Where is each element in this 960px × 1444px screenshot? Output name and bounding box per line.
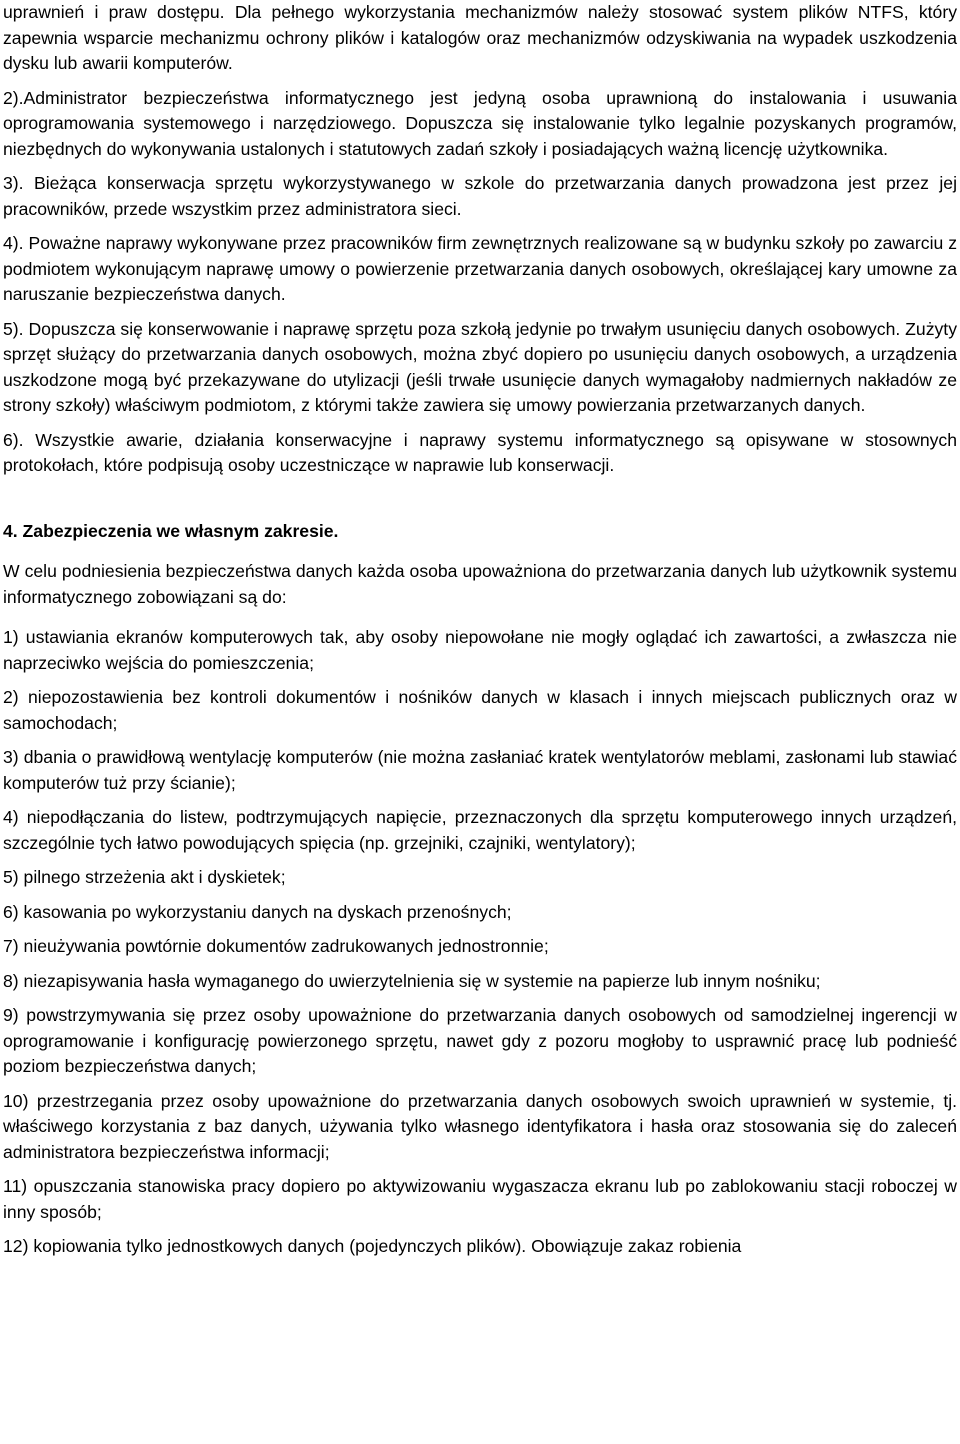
- list-item: 1) ustawiania ekranów komputerowych tak, aby osoby niepowołane nie mogły oglądać ich zawartości, a zwłaszcza nie naprzeciwko wejścia do pomieszczenia;: [3, 627, 957, 673]
- paragraph-2: 2).Administrator bezpieczeństwa informatycznego jest jedyną osoba uprawnioną do instalowania i usuwania oprogramowania systemowego i narzędziowego. Dopuszcza się instalowanie tylko legalnie pozyskanych programów, niezbędnych do wykonywania ustalonych i statutowych zadań szkoły i posiadających ważną licencję użytkownika.: [3, 87, 957, 159]
- paragraph-intro: uprawnień i praw dostępu. Dla pełnego wykorzystania mechanizmów należy stosować system plików NTFS, który zapewnia wsparcie mechanizmu ochrony plików i katalogów oraz mechanizmów odzyskiwania na wypadek uszkodzenia dysku lub awarii komputerów.: [3, 2, 957, 73]
- paragraph-6: 6). Wszystkie awarie, działania konserwacyjne i naprawy systemu informatycznego są opisywane w stosownych protokołach, które podpisują osoby uczestniczące w naprawie lub konserwacji.: [3, 429, 957, 475]
- list-item: 8) niezapisywania hasła wymaganego do uwierzytelnienia się w systemie na papierze lub innym nośniku;: [3, 970, 821, 991]
- list-item: 12) kopiowania tylko jednostkowych danych (pojedynczych plików). Obowiązuje zakaz robienia: [3, 1236, 742, 1256]
- list-item: 4) niepodłączania do listew, podtrzymujących napięcie, przeznaczonych dla sprzętu komputerowego innych urządzeń, szczególnie tych łatwo powodujących spięcia (np. grzejniki, czajniki, wentylatory);: [3, 807, 957, 853]
- paragraph-3: 3). Bieżąca konserwacja sprzętu wykorzystywanego w szkole do przetwarzania danych prowadzona jest przez jej pracowników, przede wszystkim przez administratora sieci.: [3, 173, 957, 219]
- section-heading: 4. Zabezpieczenia we własnym zakresie.: [3, 520, 339, 541]
- list-item: 7) nieużywania powtórnie dokumentów zadrukowanych jednostronnie;: [3, 936, 549, 956]
- paragraph-5: 5). Dopuszcza się konserwowanie i naprawę sprzętu poza szkołą jedynie po trwałym usunięciu danych osobowych. Zużyty sprzęt służący do przetwarzania danych osobowych, można zbyć dopiero po usunięciu danych osobowych, a urządzenia uszkodzone mogą być przekazywane do utylizacji (jeśli trwałe usunięcie danych wymagałoby nadmiernych nakładów ze strony szkoły) właściwym podmiotom, z którymi także zawiera się umowy powierzania przetwarzanych danych.: [3, 318, 957, 415]
- list-item: 6) kasowania po wykorzystaniu danych na dyskach przenośnych;: [3, 901, 512, 922]
- paragraph-4: 4). Poważne naprawy wykonywane przez pracowników firm zewnętrznych realizowane są w budynku szkoły po zawarciu z podmiotem wykonującym naprawę umowy o powierzenie przetwarzania danych osobowych, określającej kary umowne za naruszanie bezpieczeństwa danych.: [3, 233, 957, 304]
- list-item: 10) przestrzegania przez osoby upoważnione do przetwarzania danych osobowych swoich uprawnień w systemie, tj. właściwego korzystania z baz danych, używania tylko własnego identyfikatora i hasła oraz stosowania się do zaleceń administratora bezpieczeństwa informacji;: [3, 1090, 957, 1162]
- list-item: 5) pilnego strzeżenia akt i dyskietek;: [3, 867, 286, 887]
- list-item: 3) dbania o prawidłową wentylację komputerów (nie można zasłaniać kratek wentylatorów meblami, zasłonami lub stawiać komputerów tuż przy ścianie);: [3, 747, 957, 793]
- section-lead: W celu podniesienia bezpieczeństwa danych każda osoba upoważniona do przetwarzania danych lub użytkownik systemu informatycznego zobowiązani są do:: [3, 561, 957, 607]
- list-item: 11) opuszczania stanowiska pracy dopiero po aktywizowaniu wygaszacza ekranu lub po zablokowaniu stacji roboczej w inny sposób;: [3, 1176, 957, 1222]
- list-item: 2) niepozostawienia bez kontroli dokumentów i nośników danych w klasach i innych miejscach publicznych oraz w samochodach;: [3, 687, 957, 733]
- list-item: 9) powstrzymywania się przez osoby upoważnione do przetwarzania danych osobowych od samodzielnej ingerencji w oprogramowanie i konfigurację powierzonego sprzętu, nawet gdy z pozoru mogłoby to usprawnić pracę lub podnieść poziom bezpieczeństwa danych;: [3, 1005, 957, 1076]
